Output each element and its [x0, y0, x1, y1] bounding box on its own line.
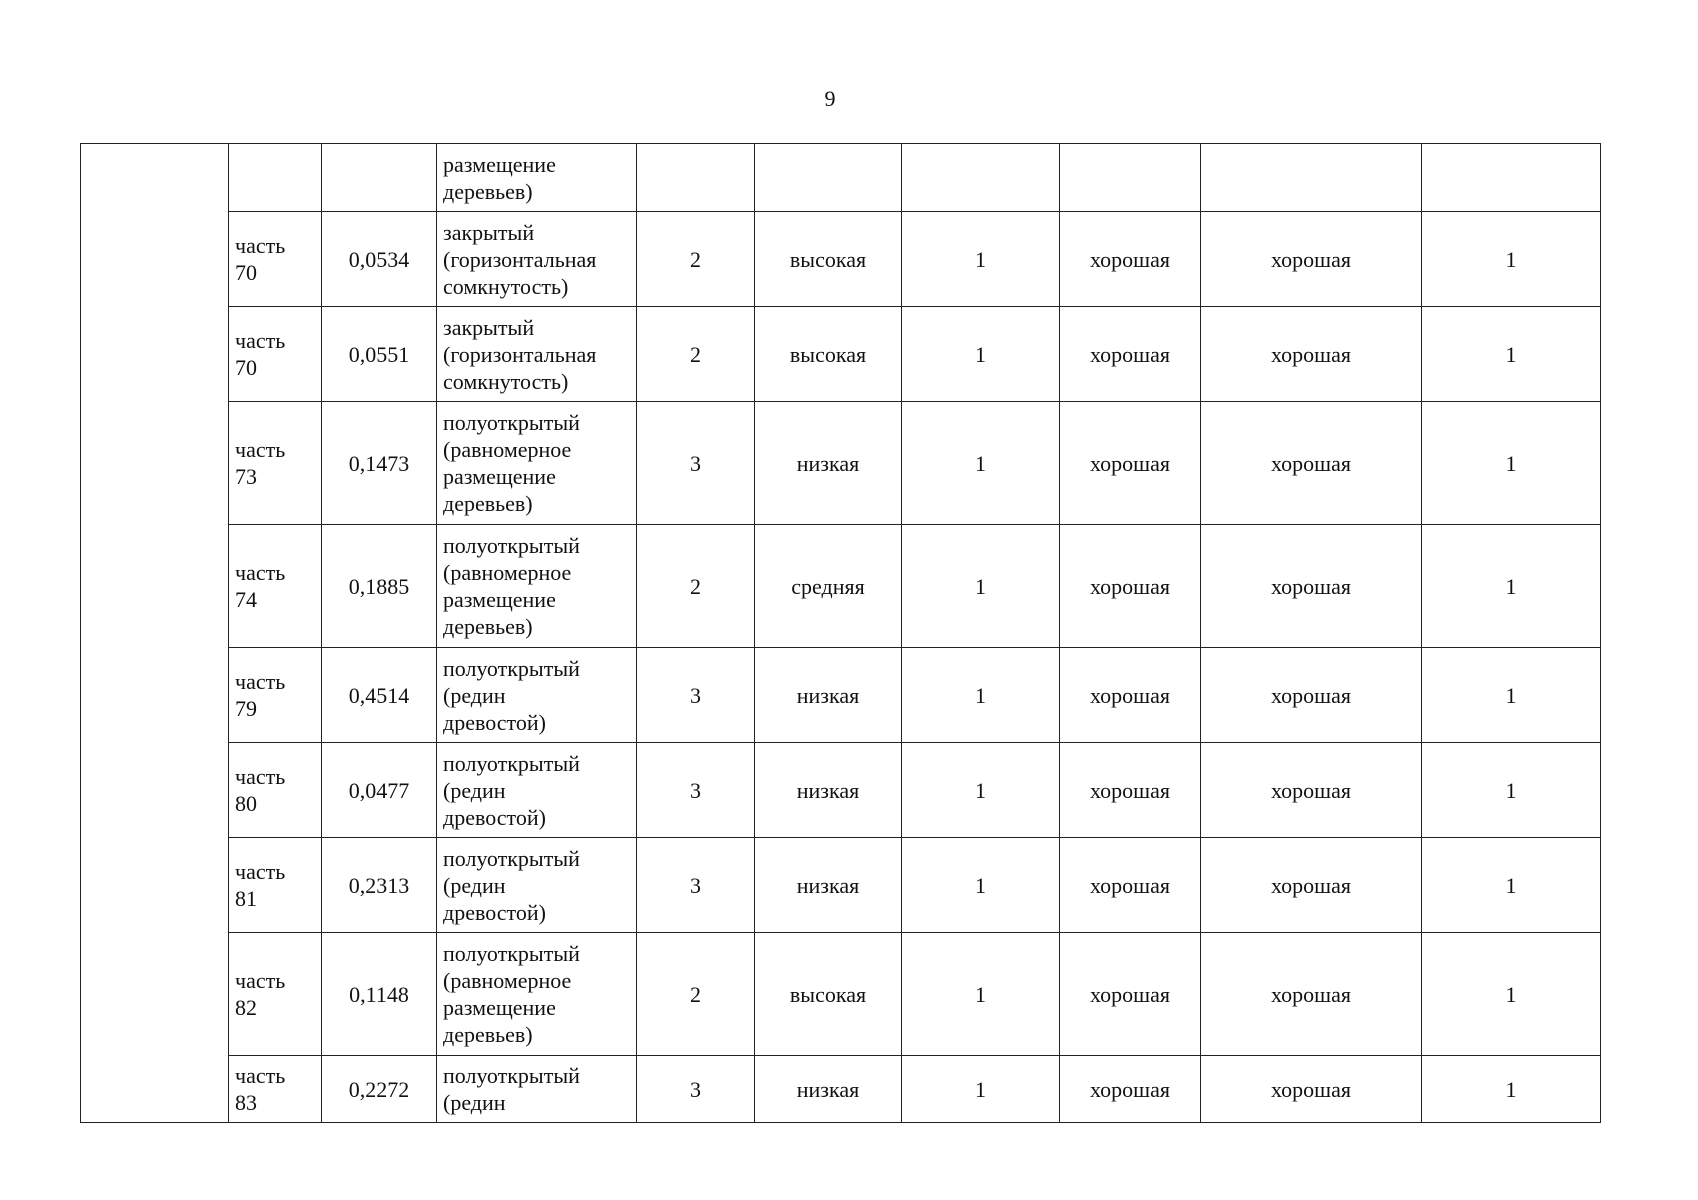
index-cell: 1 — [902, 648, 1060, 743]
value-level-cell: высокая — [755, 307, 902, 402]
value-level-cell — [755, 144, 902, 212]
condition-cell: хорошая — [1060, 307, 1201, 402]
value-level-cell: высокая — [755, 212, 902, 307]
quality-cell: хорошая — [1201, 743, 1422, 838]
page-number: 9 — [824, 86, 836, 111]
score-cell: 1 — [1422, 838, 1601, 933]
land-type-cell: закрытый (горизонтальная сомкнутость) — [437, 307, 637, 402]
score-cell — [1422, 144, 1601, 212]
document-table — [80, 143, 1601, 1123]
area-cell: 0,0551 — [322, 307, 437, 402]
table-row — [81, 525, 1601, 648]
table-row — [81, 838, 1601, 933]
table-row — [81, 933, 1601, 1056]
area-cell — [322, 144, 437, 212]
value-level-cell: низкая — [755, 402, 902, 525]
category-cell: 3 — [637, 838, 755, 933]
condition-cell: хорошая — [1060, 933, 1201, 1056]
score-cell: 1 — [1422, 933, 1601, 1056]
table-row — [81, 648, 1601, 743]
table-row — [81, 743, 1601, 838]
quality-cell: хорошая — [1201, 307, 1422, 402]
condition-cell: хорошая — [1060, 212, 1201, 307]
score-cell: 1 — [1422, 743, 1601, 838]
area-cell: 0,1885 — [322, 525, 437, 648]
plot-cell: часть 70 — [229, 212, 322, 307]
category-cell: 3 — [637, 1056, 755, 1123]
condition-cell: хорошая — [1060, 648, 1201, 743]
condition-cell: хорошая — [1060, 838, 1201, 933]
value-level-cell: низкая — [755, 838, 902, 933]
land-type-cell: полуоткрытый (редин древостой) — [437, 743, 637, 838]
quality-cell: хорошая — [1201, 212, 1422, 307]
plot-cell: часть 74 — [229, 525, 322, 648]
quality-cell: хорошая — [1201, 838, 1422, 933]
land-type-cell: полуоткрытый (редин — [437, 1056, 637, 1123]
quality-cell: хорошая — [1201, 525, 1422, 648]
score-cell: 1 — [1422, 402, 1601, 525]
plot-cell: часть 83 — [229, 1056, 322, 1123]
land-type-cell: закрытый (горизонтальная сомкнутость) — [437, 212, 637, 307]
score-cell: 1 — [1422, 307, 1601, 402]
value-level-cell: низкая — [755, 1056, 902, 1123]
category-cell: 2 — [637, 307, 755, 402]
area-cell: 0,0534 — [322, 212, 437, 307]
index-cell: 1 — [902, 933, 1060, 1056]
table-row — [81, 307, 1601, 402]
index-cell: 1 — [902, 838, 1060, 933]
land-type-cell: полуоткрытый (редин древостой) — [437, 648, 637, 743]
table-row — [81, 212, 1601, 307]
quality-cell: хорошая — [1201, 648, 1422, 743]
plot-cell: часть 80 — [229, 743, 322, 838]
land-type-cell: полуоткрытый (равномерное размещение деревьев) — [437, 525, 637, 648]
category-cell: 3 — [637, 743, 755, 838]
index-cell: 1 — [902, 307, 1060, 402]
value-level-cell: средняя — [755, 525, 902, 648]
category-cell: 2 — [637, 212, 755, 307]
area-cell: 0,1148 — [322, 933, 437, 1056]
table-row — [81, 1056, 1601, 1123]
index-cell: 1 — [902, 402, 1060, 525]
land-type-cell: размещение деревьев) — [437, 144, 637, 212]
area-cell: 0,4514 — [322, 648, 437, 743]
value-level-cell: низкая — [755, 743, 902, 838]
plot-cell: часть 79 — [229, 648, 322, 743]
plot-cell: часть 70 — [229, 307, 322, 402]
area-cell: 0,2313 — [322, 838, 437, 933]
land-type-cell: полуоткрытый (равномерное размещение деревьев) — [437, 933, 637, 1056]
plot-cell: часть 73 — [229, 402, 322, 525]
plot-cell — [229, 144, 322, 212]
condition-cell: хорошая — [1060, 1056, 1201, 1123]
table-body — [81, 144, 1601, 1123]
score-cell: 1 — [1422, 648, 1601, 743]
value-level-cell: высокая — [755, 933, 902, 1056]
quality-cell: хорошая — [1201, 402, 1422, 525]
category-cell: 3 — [637, 648, 755, 743]
plot-cell: часть 82 — [229, 933, 322, 1056]
table-row-continuation — [81, 144, 1601, 212]
land-type-cell: полуоткрытый (редин древостой) — [437, 838, 637, 933]
area-cell: 0,0477 — [322, 743, 437, 838]
value-level-cell: низкая — [755, 648, 902, 743]
category-cell — [637, 144, 755, 212]
index-cell: 1 — [902, 212, 1060, 307]
condition-cell: хорошая — [1060, 525, 1201, 648]
plot-cell: часть 81 — [229, 838, 322, 933]
quality-cell: хорошая — [1201, 1056, 1422, 1123]
category-cell: 3 — [637, 402, 755, 525]
quality-cell: хорошая — [1201, 933, 1422, 1056]
category-cell: 2 — [637, 525, 755, 648]
land-type-cell: полуоткрытый (равномерное размещение деревьев) — [437, 402, 637, 525]
quality-cell — [1201, 144, 1422, 212]
area-cell: 0,1473 — [322, 402, 437, 525]
condition-cell: хорошая — [1060, 743, 1201, 838]
index-cell: 1 — [902, 743, 1060, 838]
area-cell: 0,2272 — [322, 1056, 437, 1123]
index-cell: 1 — [902, 1056, 1060, 1123]
table-row — [81, 402, 1601, 525]
condition-cell — [1060, 144, 1201, 212]
category-cell: 2 — [637, 933, 755, 1056]
score-cell: 1 — [1422, 212, 1601, 307]
index-cell — [902, 144, 1060, 212]
condition-cell: хорошая — [1060, 402, 1201, 525]
blank-region-cell — [81, 144, 229, 1123]
score-cell: 1 — [1422, 1056, 1601, 1123]
score-cell: 1 — [1422, 525, 1601, 648]
index-cell: 1 — [902, 525, 1060, 648]
